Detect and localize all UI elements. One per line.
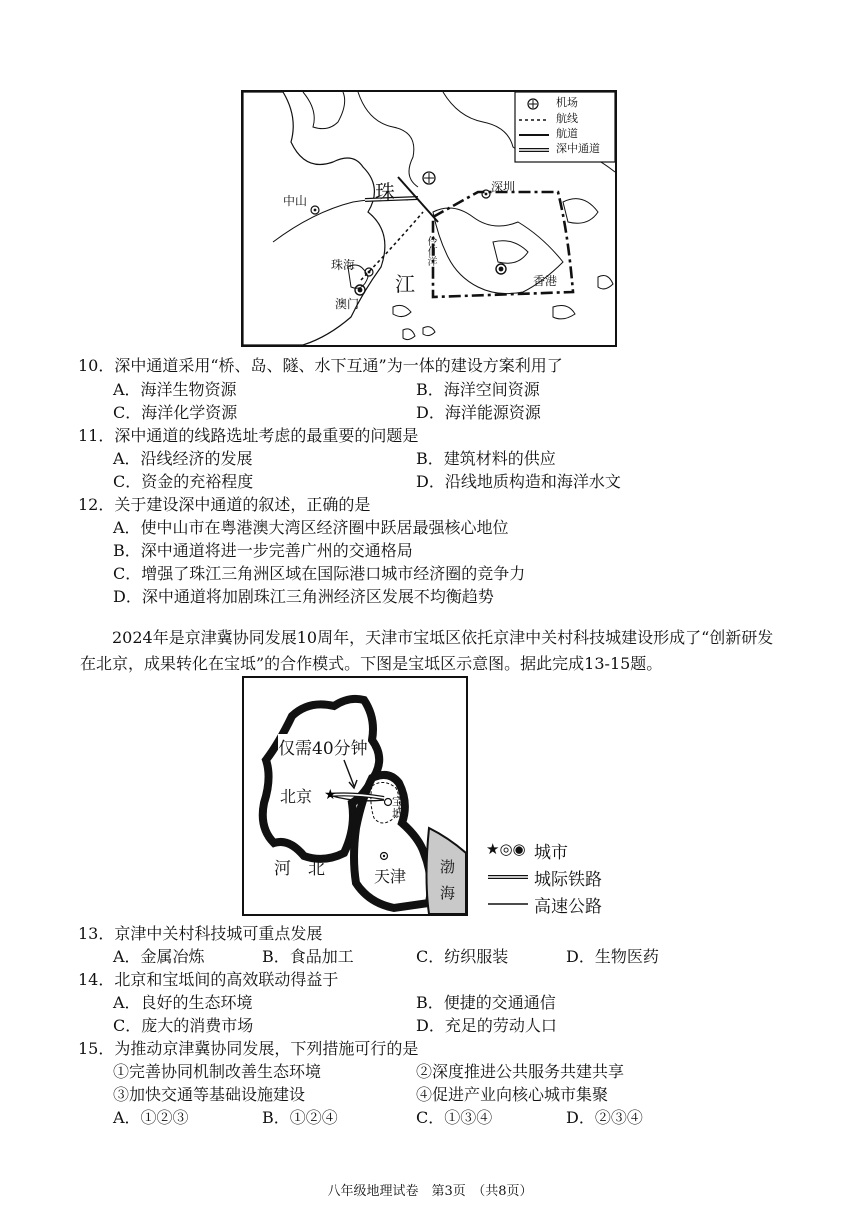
- legend-route-label: 航线: [556, 112, 578, 125]
- legend-tunnel-label: 深中通道: [556, 142, 600, 155]
- map1-label-zhongshan: 中山: [283, 194, 308, 208]
- question-14-option-d: D．充足的劳动人口: [416, 1016, 557, 1035]
- question-15-option-a: A．①②③: [113, 1108, 189, 1127]
- legend-city-symbols: ★◎◉: [486, 840, 526, 858]
- question-14-option-b: B．便捷的交通通信: [416, 993, 556, 1012]
- question-11-option-d: D．沿线地质构造和海洋水文: [416, 472, 621, 491]
- question-12-option-d: D．深中通道将加剧珠江三角洲经济区发展不均衡趋势: [113, 587, 494, 606]
- map2-time-note: 仅需40分钟: [278, 734, 368, 759]
- map2-legend: [486, 838, 666, 922]
- map1-label-lingdingyang: 伶仃洋: [425, 236, 436, 266]
- map1-label-zhuhai: 珠海: [331, 258, 356, 272]
- map2-label-beijing: 北京: [280, 787, 313, 806]
- question-13-stem: 13．京津中关村科技城可重点发展: [78, 924, 323, 943]
- map1-label-hongkong: 香港: [533, 274, 558, 288]
- map1-label-zhu: 珠: [375, 180, 395, 204]
- question-11-option-a: A．沿线经济的发展: [113, 449, 253, 468]
- question-13-option-d: D．生物医药: [566, 947, 659, 966]
- map-baodi: [242, 676, 468, 916]
- question-10-option-b: B．海洋空间资源: [416, 380, 540, 399]
- legend-highway-label: 高速公路: [534, 897, 602, 917]
- question-15-item-2: ②深度推进公共服务共建共享: [416, 1062, 625, 1081]
- question-15-item-3: ③加快交通等基础设施建设: [113, 1085, 306, 1104]
- beijing-star-icon: ★: [324, 787, 337, 803]
- map1-label-macau: 澳门: [335, 297, 360, 311]
- legend-city-label: 城市: [534, 843, 568, 863]
- map1-label-jiang: 江: [395, 272, 415, 296]
- page-footer: 八年级地理试卷 第3页 （共8页）: [327, 1184, 533, 1199]
- question-10-option-a: A．海洋生物资源: [113, 380, 237, 399]
- map2-label-tianjin: 天津: [374, 867, 407, 886]
- question-13-option-a: A．金属冶炼: [113, 947, 205, 966]
- question-12-option-c: C．增强了珠江三角洲区域在国际港口城市经济圈的竞争力: [113, 564, 526, 583]
- legend-airport-label: 机场: [556, 96, 578, 109]
- map-shenzhong-channel: [241, 90, 617, 347]
- question-13-option-c: C．纺织服装: [416, 947, 509, 966]
- question-11-option-b: B．建筑材料的供应: [416, 449, 556, 468]
- map2-legend-lines: [486, 838, 530, 922]
- map1-label-shenzhen: 深圳: [491, 180, 516, 194]
- question-14-stem: 14．北京和宝坻间的高效联动得益于: [78, 970, 339, 989]
- map2-label-baodi: 宝坻: [392, 795, 403, 820]
- map2-label-bohai: 渤海: [440, 858, 456, 902]
- question-15-item-4: ④促进产业向核心城市集聚: [416, 1085, 609, 1104]
- question-15-option-d: D．②③④: [566, 1108, 643, 1127]
- question-14-option-c: C．庞大的消费市场: [113, 1016, 254, 1035]
- question-15-option-c: C．①③④: [416, 1108, 493, 1127]
- question-10-option-d: D．海洋能源资源: [416, 403, 541, 422]
- map2-label-hebei: 河 北: [274, 859, 325, 879]
- intro-paragraph: 2024年是京津冀协同发展10周年，天津市宝坻区依托京津中关村科技城建设形成了“创新研发在北京，成果转化在宝坻”的合作模式。下图是宝坻区示意图。据此完成13-15题。: [80, 628, 774, 673]
- question-12-option-b: B．深中通道将进一步完善广州的交通格局: [113, 541, 413, 560]
- question-15-option-b: B．①②④: [262, 1108, 338, 1127]
- question-15-item-1: ①完善协同机制改善生态环境: [113, 1062, 322, 1081]
- question-10-stem: 10．深中通道采用“桥、岛、隧、水下互通”为一体的建设方案利用了: [78, 356, 563, 375]
- question-13-option-b: B．食品加工: [262, 947, 354, 966]
- question-15-stem: 15．为推动京津冀协同发展，下列措施可行的是: [78, 1039, 419, 1058]
- question-14-option-a: A．良好的生态环境: [113, 993, 253, 1012]
- question-11-stem: 11．深中通道的线路选址考虑的最重要的问题是: [78, 426, 419, 445]
- question-12-stem: 12．关于建设深中通道的叙述，正确的是: [78, 495, 371, 514]
- legend-channel-label: 航道: [556, 127, 578, 140]
- legend-rail-label: 城际铁路: [534, 870, 602, 890]
- question-10-option-c: C．海洋化学资源: [113, 403, 238, 422]
- question-11-option-c: C．资金的充裕程度: [113, 472, 254, 491]
- question-12-option-a: A．使中山市在粤港澳大湾区经济圈中跃居最强核心地位: [113, 518, 509, 537]
